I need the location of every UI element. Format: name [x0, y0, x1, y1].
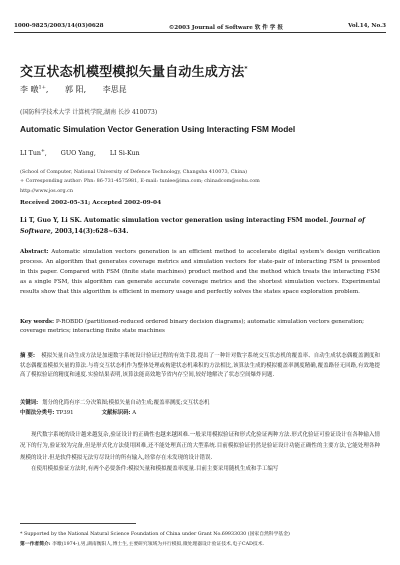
abstract-label: Abstract: [20, 249, 49, 255]
author-cn-2-name: 郭 阳 [65, 85, 84, 94]
received-accepted-dates: Received 2002-05-31; Accepted 2002-09-04 [20, 200, 162, 206]
abstract-cn-text: 模拟矢量自动生成方法是加速数字系统设计验证过程的有效手段.提出了一种针对数字系统交互状态机的覆盖率、自动生成状态偶覆盖测度和状态偶覆盖模拟矢量的算法.与将交互状态机作为整体处理或构建状态机乘积的方法相比,该算法生成的模拟覆盖率测度精确,覆盖路径无回路,有效地提高了模拟验证的精度和速度.实验结果表明,该算法能高效地节省内存空间,较好地解决了状态空间爆炸问题. [20, 353, 380, 379]
author-cn-3-name: 李思昆 [102, 85, 127, 94]
citation-journal: Journal of Software, [20, 217, 365, 235]
author-cn-3 [103, 85, 127, 94]
author-cn-1-mark: 1+ [38, 84, 46, 91]
corresponding-author: + Corresponding author: Phn: 86-731-4575981, E-mail: tunlee@ima.com; chinadcom@sohu.com [20, 178, 260, 184]
title-chinese [20, 61, 248, 80]
author-cn-2: 郭 阳, [65, 85, 87, 94]
author-en-3 [110, 150, 140, 157]
keywords-chinese [20, 398, 209, 406]
author-en-3-name: LI Si-Kun [109, 150, 140, 158]
title-english: Automatic Simulation Vector Generation Using Interacting FSM Model [20, 124, 296, 134]
title-chinese-text: 交互状态机模型模拟矢量自动生成方法 [20, 65, 245, 80]
keywords-label: Key words: [20, 319, 55, 325]
author-en-1-mark: + [40, 149, 45, 154]
citation [20, 216, 380, 237]
header-rule [14, 32, 386, 33]
abstract-text: Automatic simulation vectors generation is an efficient method to accelerate digital system's design verification process. An algorithm that generates coverage metrics and simulation vectors for state-pair of interacting FSM is presented in this paper. Compared with FSM (finite state machines) product method and the method which treats the interacting FSM as a single FSM, this algorithm can generate accurate coverage metrics and the shortest simulation vectors. Experimental results show that this algorithm is efficient in memory usage and perfectly solves the states space exploration problem. [20, 249, 380, 296]
doc-code-label: 文献标识码: [101, 410, 131, 416]
author-en-2: GUO Yang, [60, 150, 96, 158]
abstract-chinese [20, 352, 380, 381]
running-head [14, 23, 386, 31]
body-paragraph-1: 现代数字系统的设计越来越复杂,验证设计的正确性也越来越困难.一般采用模拟验证和形式化验证两种方法.形式化验证可验证设计在各种输入情况下的行为,验证较为完备,但是形式化方法使用困难,还不能处理真正的大型系统.目前模拟验证仍然是验证设计功能正确性的主要方法,它能处理各种规模的设计.但是软件模拟无法穷尽设计的所有输入,经常存在未发现的设计错误. [20, 432, 380, 461]
doc-code-value: A [132, 410, 137, 416]
issn: 1000-9825/2003/14(03)0628 [14, 23, 104, 29]
authors-chinese [20, 84, 141, 95]
keywords-english [20, 318, 380, 336]
body-paragraph-2: 在使用模拟验证方法时,有两个必要条件:模拟矢量和模拟覆盖率度量.目前主要采用随机生成和手工编写 [31, 465, 279, 472]
authors-english [20, 149, 152, 157]
footnote-funding-mark: * [20, 532, 23, 537]
author-cn-1-name: 李 暾 [20, 85, 39, 94]
citation-details: 2003,14(3):628~634. [54, 227, 129, 235]
affiliation-english: (School of Computer, National University of Defence Technology, Changsha 410073, China) [20, 169, 248, 175]
classification [20, 408, 136, 416]
journal-name: ©2003 Journal of Software 软 件 学 报 [168, 25, 283, 31]
abstract-english [20, 247, 380, 297]
author-en-1: LI Tun+, [20, 149, 47, 158]
footnote-funding [20, 530, 290, 537]
volume-issue: Vol.14, No.3 [348, 23, 386, 29]
footnote-bio-text: 李暾(1974-),男,湖南衡阳人,博士生,主要研究领域为并行模拟,微处理器设计验证技术,电子CAD技术. [52, 542, 265, 547]
journal-url[interactable]: http://www.jos.org.cn [20, 188, 74, 194]
author-en-2-name: GUO Yang [60, 150, 94, 158]
citation-text: Automatic simulation vector generation using interacting FSM model. [83, 217, 329, 224]
keywords-cn-text: 划分的化简有序二分决策图;模拟矢量自动生成;覆盖率测度;交互状态机 [42, 400, 210, 406]
author-en-1-name: LI Tun [20, 150, 41, 158]
keywords-text: P-ROBDD (partitioned-reduced ordered binary decision diagrams); automatic simulation vectors generation; coverage metrics; interacting finite state machines [20, 319, 365, 335]
abstract-cn-label: 摘 要: [20, 353, 36, 359]
body-text [20, 430, 380, 475]
citation-authors: Li T, Guo Y, Li SK. [20, 217, 82, 224]
clc-value: TP391 [56, 410, 74, 416]
title-footnote-mark: * [244, 65, 248, 73]
footnote-bio-label: 第一作者简介: [20, 541, 51, 547]
footnote-author-bio [20, 540, 264, 547]
author-cn-1: 李 暾$^{1+}$, [20, 84, 49, 94]
affiliation-chinese: (国防科学技术大学 计算机学院,湖南 长沙 410073) [20, 109, 158, 116]
footnote-rule [20, 523, 136, 524]
clc-label: 中图法分类号: [20, 410, 55, 416]
footnote-funding-text: Supported by the National Natural Science Foundation of China under Grant No.69933030 (国家自然科学基金) [23, 532, 290, 537]
keywords-cn-label: 关键词: [20, 400, 39, 406]
